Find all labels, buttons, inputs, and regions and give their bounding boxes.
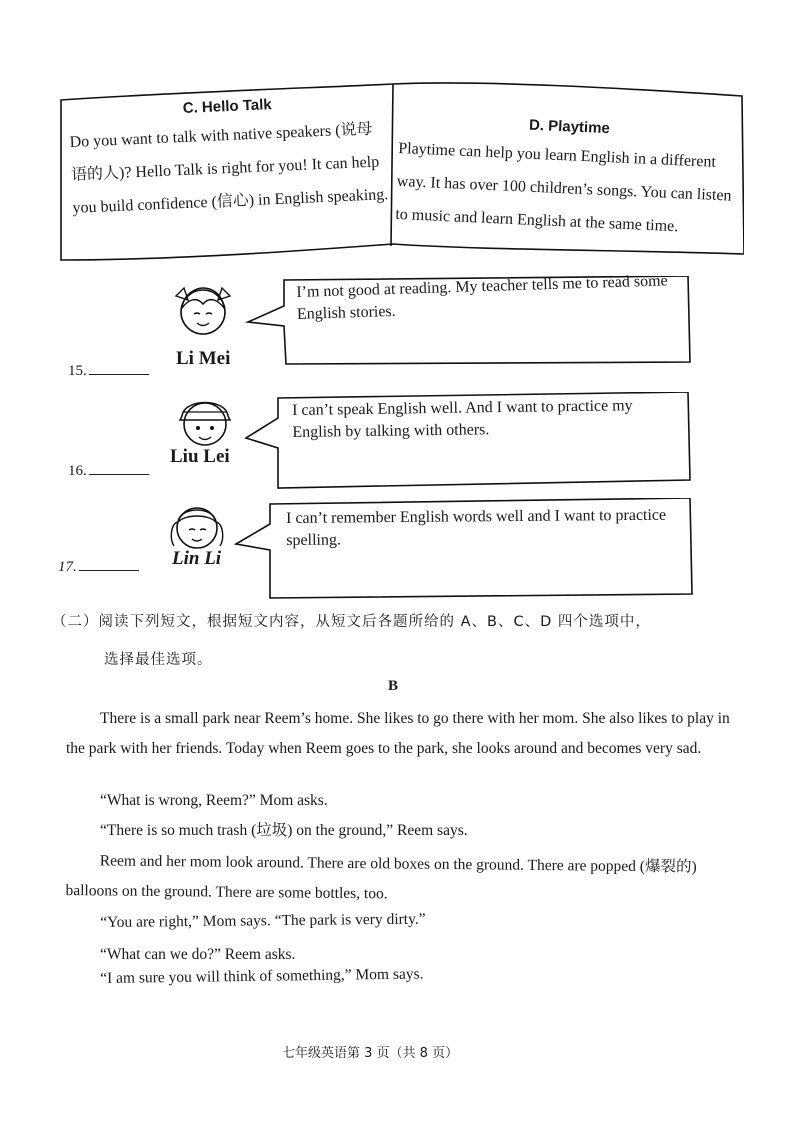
passage-paragraph-2: “What is wrong, Reem?” Mom asks. xyxy=(100,792,328,809)
app-card-hello-talk xyxy=(68,90,391,225)
question-17 xyxy=(0,494,794,594)
speech-text: I’m not good at reading. My teacher tells me to read some English stories. xyxy=(296,272,668,323)
reading-instruction-line1: （二）阅读下列短文，根据短文内容，从短文后各题所给的 A、B、C、D 四个选项中， xyxy=(52,614,651,630)
page-footer: 七年级英语第 3 页（共 8 页） xyxy=(282,1046,459,1061)
answer-blank-15[interactable]: 15. xyxy=(68,360,149,380)
speaker-name: Li Mei xyxy=(176,348,231,369)
boy-avatar-icon xyxy=(172,390,238,452)
answer-blank-16[interactable]: 16. xyxy=(68,460,149,480)
speech-text: I can’t remember English words well and I want to practice spelling. xyxy=(286,506,667,549)
passage-paragraph-3: “There is so much trash (垃圾) on the ground,” Reem says. xyxy=(100,822,468,839)
passage-paragraph-6: “What can we do?” Reem asks. xyxy=(100,946,296,963)
speaker-name: Lin Li xyxy=(172,548,222,569)
question-15 xyxy=(0,272,794,379)
passage-label: B xyxy=(388,678,399,694)
passage-paragraph-4: Reem and her mom look around. There are old boxes on the ground. There are popped (爆裂的) balloons on the ground. There are some bottles, too. xyxy=(65,852,697,903)
answer-blank-17[interactable]: 17. xyxy=(58,556,139,576)
speech-text: I can’t speak English well. And I want to practice my English by talking with others. xyxy=(292,397,633,441)
question-16 xyxy=(0,388,794,488)
speaker-name: Liu Lei xyxy=(170,446,230,467)
apps-table xyxy=(60,82,744,262)
girl-avatar-icon xyxy=(170,278,236,340)
passage-paragraph-1: There is a small park near Reem’s home. She likes to go there with her mom. She also likes to play in the park with her friends. Today when Reem goes to the park, she looks around and becomes very sad. xyxy=(66,710,730,757)
reading-instruction-line2: 选择最佳选项。 xyxy=(104,652,213,668)
app-description: Do you want to talk with native speakers (说母语的人)? Hello Talk is right for you! It can help you build confidence (信心) in English speaking. xyxy=(69,120,389,217)
passage-paragraph-5: “You are right,” Mom says. “The park is very dirty.” xyxy=(100,910,426,931)
app-title: C. Hello Talk xyxy=(182,96,273,117)
app-card-playtime xyxy=(395,110,740,246)
app-description: Playtime can help you learn English in a different way. It has over 100 children’s songs. You can listen to music and learn English at the same time. xyxy=(395,139,732,236)
app-title: D. Playtime xyxy=(528,116,611,138)
passage-paragraph-7: “I am sure you will think of something,” Mom says. xyxy=(100,965,424,987)
